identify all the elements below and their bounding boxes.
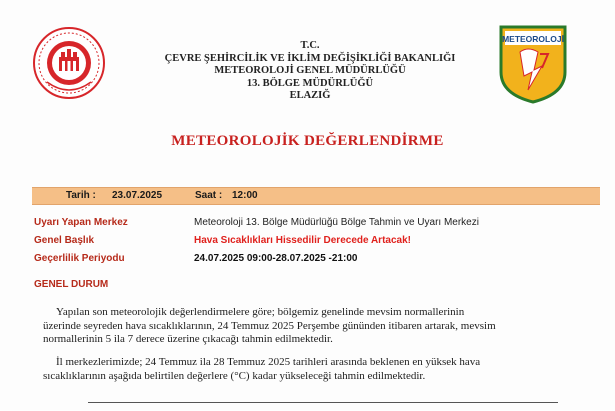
paragraph-line: sıcaklıklarının aşağıda belirtilen değerlere (°C) kadar yükseleceği tahmin edilmektedir.	[43, 369, 426, 382]
time-label: Saat :	[195, 190, 223, 201]
document-title: METEOROLOJİK DEĞERLENDİRME	[171, 133, 444, 149]
validity-period-value: 24.07.2025 09:00-28.07.2025 -21:00	[194, 253, 358, 264]
paragraph-city-temperatures	[43, 356, 578, 383]
header-ministry: ÇEVRE ŞEHİRCİLİK VE İKLİM DEĞİŞİKLİĞİ BAKANLIĞI	[164, 52, 456, 64]
header-region: 13. BÖLGE MÜDÜRLÜĞÜ	[246, 77, 374, 89]
meteorology-logo	[498, 24, 568, 104]
ministry-seal-logo	[33, 24, 105, 102]
paragraph-line: İl merkezlerimizde; 24 Temmuz ila 28 Temmuz 2025 tarihleri arasında beklenen en yüksek hava	[56, 356, 481, 368]
header-tc: T.C.	[300, 40, 320, 51]
paragraph-line: normallerinin 5 ila 7 derece üzerine çıkacağı tahmin edilmektedir.	[43, 333, 333, 345]
info-row-title	[0, 234, 615, 248]
paragraph-line: Yapılan son meteorolojik değerlendirmelere göre; bölgemiz genelinde mevsim normallerinin	[56, 306, 465, 318]
logo-wordmark: METEOROLOJİ	[502, 34, 564, 44]
section-heading: GENEL DURUM	[34, 279, 109, 290]
info-row-validity	[0, 252, 615, 266]
header-city: ELAZIĞ	[289, 90, 331, 101]
date-value: 23.07.2025	[112, 190, 163, 201]
time-value: 12:00	[232, 190, 258, 201]
general-title-label: Genel Başlık	[34, 235, 95, 246]
paragraph-line: üzerinde seyreden hava sıcaklıklarının, 24 Temmuz 2025 Perşembe gününden itibaren artarak, mevsim	[43, 319, 496, 332]
validity-period-label: Geçerlilik Periyodu	[34, 253, 125, 264]
date-label: Tarih :	[66, 190, 96, 201]
document-header	[140, 40, 480, 103]
date-time-bar	[32, 187, 600, 205]
warning-center-value: Meteoroloji 13. Bölge Müdürlüğü Bölge Tahmin ve Uyarı Merkezi	[194, 217, 479, 228]
info-row-center	[0, 216, 615, 230]
header-directorate: METEOROLOJİ GENEL MÜDÜRLÜĞÜ	[214, 65, 406, 76]
warning-center-label: Uyarı Yapan Merkez	[34, 217, 128, 228]
paragraph-general-status	[43, 306, 578, 347]
general-title-value: Hava Sıcaklıkları Hissedilir Derecede Artacak!	[194, 235, 411, 246]
